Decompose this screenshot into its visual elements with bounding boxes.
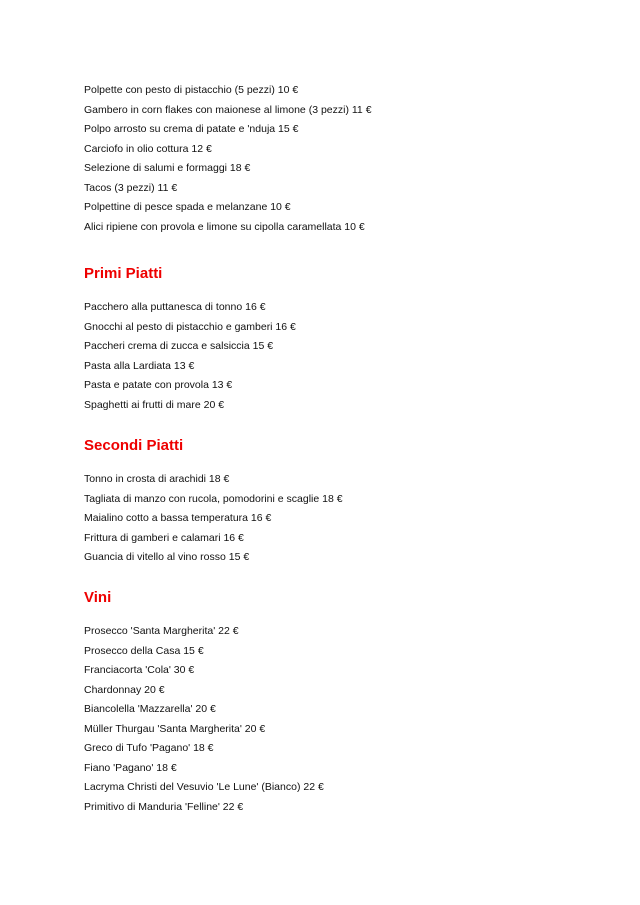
menu-item: Greco di Tufo 'Pagano' 18 € — [84, 742, 214, 754]
menu-item: Gnocchi al pesto di pistacchio e gamberi 16 € — [84, 320, 296, 333]
menu-item: Chardonnay 20 € — [84, 683, 165, 696]
menu-item: Prosecco della Casa 15 € — [84, 644, 204, 657]
menu-item: Tacos (3 pezzi) 11 € — [84, 181, 178, 194]
menu-item: Lacryma Christi del Vesuvio 'Le Lune' (Bianco) 22 € — [84, 781, 324, 793]
section-secondi-piatti — [84, 436, 343, 568]
menu-item: Fiano 'Pagano' 18 € — [84, 761, 177, 774]
menu-item: Selezione di salumi e formaggi 18 € — [84, 162, 251, 174]
menu-item: Frittura di gamberi e calamari 16 € — [84, 531, 244, 544]
menu-item: Pasta e patate con provola 13 € — [84, 379, 233, 391]
menu-item: Polpettine di pesce spada e melanzane 10 € — [84, 201, 291, 213]
menu-item: Franciacorta 'Cola' 30 € — [84, 664, 195, 676]
antipasti-list — [84, 81, 372, 237]
menu-item: Paccheri crema di zucca e salsiccia 15 € — [84, 340, 274, 352]
menu-item: Tagliata di manzo con rucola, pomodorini e scaglie 18 € — [84, 492, 343, 505]
menu-item: Spaghetti ai frutti di mare 20 € — [84, 398, 225, 411]
section-primi-piatti — [84, 264, 296, 415]
menu-item: Alici ripiene con provola e limone su cipolla caramellata 10 € — [84, 220, 365, 233]
menu-item: Pacchero alla puttanesca di tonno 16 € — [84, 301, 266, 313]
menu-item: Tonno in crosta di arachidi 18 € — [84, 473, 230, 485]
primi-list — [84, 298, 296, 415]
section-heading: Vini — [84, 589, 112, 606]
menu-item: Polpette con pesto di pistacchio (5 pezzi) 10 € — [84, 84, 299, 96]
menu-item: Gambero in corn flakes con maionese al limone (3 pezzi) 11 € — [84, 103, 372, 116]
menu-item: Müller Thurgau 'Santa Margherita' 20 € — [84, 722, 266, 735]
menu-item: Pasta alla Lardiata 13 € — [84, 359, 195, 372]
section-vini — [84, 588, 324, 817]
menu-item: Prosecco 'Santa Margherita' 22 € — [84, 625, 239, 637]
secondi-list — [84, 470, 343, 568]
section-heading: Primi Piatti — [84, 265, 163, 282]
menu-item: Maialino cotto a bassa temperatura 16 € — [84, 512, 272, 524]
menu-item: Polpo arrosto su crema di patate e 'nduja 15 € — [84, 123, 299, 135]
menu-item: Guancia di vitello al vino rosso 15 € — [84, 551, 250, 563]
menu-item: Primitivo di Manduria 'Felline' 22 € — [84, 800, 244, 813]
menu-item: Carciofo in olio cottura 12 € — [84, 142, 212, 155]
menu-item: Biancolella 'Mazzarella' 20 € — [84, 703, 216, 715]
section-antipasti — [84, 81, 372, 237]
section-heading: Secondi Piatti — [84, 437, 184, 454]
vini-list — [84, 622, 324, 817]
